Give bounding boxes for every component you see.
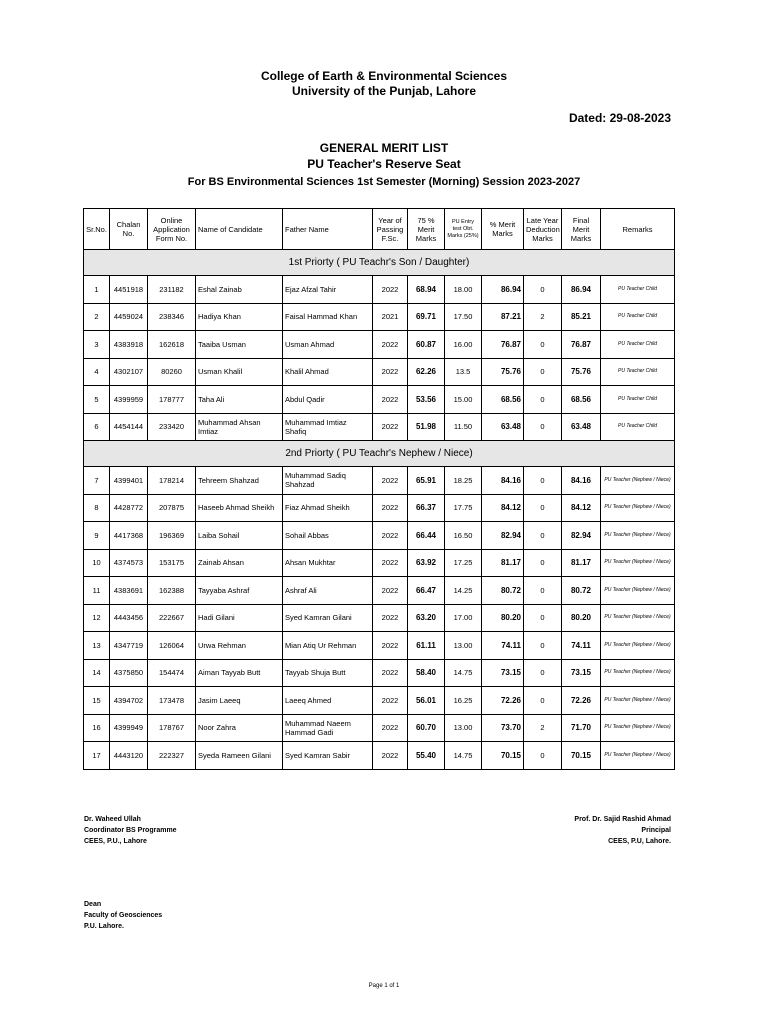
cell-sr-no: 8 — [84, 494, 110, 522]
cell-final-merit: 82.94 — [562, 522, 601, 550]
cell-merit-marks: 76.87 — [482, 331, 524, 359]
cell-sr-no: 9 — [84, 522, 110, 550]
cell-final-merit: 84.16 — [562, 467, 601, 495]
cell-sr-no: 1 — [84, 276, 110, 304]
cell-final-merit: 63.48 — [562, 413, 601, 441]
cell-father-name: Ahsan Mukhtar — [283, 549, 373, 577]
cell-merit-marks: 84.12 — [482, 494, 524, 522]
cell-sr-no: 13 — [84, 632, 110, 660]
cell-merit-marks: 87.21 — [482, 303, 524, 331]
column-header: Online Application Form No. — [148, 209, 196, 250]
cell-final-merit: 81.17 — [562, 549, 601, 577]
column-header: Final Merit Marks — [562, 209, 601, 250]
session-line: For BS Environmental Sciences 1st Semester (Morning) Session 2023-2027 — [187, 176, 581, 188]
cell-passing-year: 2022 — [373, 331, 408, 359]
cell-deduction: 0 — [524, 659, 562, 687]
coordinator-office: CEES, P.U., Lahore — [84, 838, 147, 845]
cell-passing-year: 2022 — [373, 549, 408, 577]
cell-passing-year: 2021 — [373, 303, 408, 331]
table-row — [84, 714, 675, 742]
cell-75-merit: 62.26 — [408, 358, 445, 386]
cell-chalan-no: 4443120 — [110, 742, 148, 770]
cell-chalan-no: 4394702 — [110, 687, 148, 715]
cell-passing-year: 2022 — [373, 276, 408, 304]
cell-passing-year: 2022 — [373, 742, 408, 770]
cell-passing-year: 2022 — [373, 413, 408, 441]
cell-passing-year: 2022 — [373, 467, 408, 495]
cell-chalan-no: 4347719 — [110, 632, 148, 660]
cell-chalan-no: 4399401 — [110, 467, 148, 495]
table-row — [84, 494, 675, 522]
cell-remarks: PU Teacher Child — [601, 358, 675, 386]
table-row — [84, 413, 675, 441]
cell-passing-year: 2022 — [373, 604, 408, 632]
cell-final-merit: 80.72 — [562, 577, 601, 605]
cell-candidate-name: Muhammad Ahsan Imtiaz — [196, 413, 283, 441]
cell-merit-marks: 63.48 — [482, 413, 524, 441]
cell-father-name: Faisal Hammad Khan — [283, 303, 373, 331]
section-title: 2nd Priorty ( PU Teachr's Nephew / Niece) — [84, 441, 675, 467]
cell-form-no: 196369 — [148, 522, 196, 550]
dean-signature-block — [84, 899, 162, 932]
cell-candidate-name: Taaiba Usman — [196, 331, 283, 359]
cell-sr-no: 12 — [84, 604, 110, 632]
dean-faculty: Faculty of Geosciences — [84, 912, 163, 919]
cell-sr-no: 16 — [84, 714, 110, 742]
cell-chalan-no: 4302107 — [110, 358, 148, 386]
cell-passing-year: 2022 — [373, 522, 408, 550]
cell-entry-test: 17.50 — [445, 303, 482, 331]
cell-deduction: 2 — [524, 714, 562, 742]
cell-father-name: Usman Ahmad — [283, 331, 373, 359]
cell-deduction: 0 — [524, 358, 562, 386]
cell-passing-year: 2022 — [373, 659, 408, 687]
cell-final-merit: 84.12 — [562, 494, 601, 522]
section-title: 1st Priorty ( PU Teachr's Son / Daughter) — [84, 250, 675, 276]
cell-entry-test: 15.00 — [445, 386, 482, 414]
page-number: Page 1 of 1 — [368, 983, 400, 989]
table-row — [84, 386, 675, 414]
column-header: Sr.No. — [84, 209, 110, 250]
cell-father-name: Tayyab Shuja Butt — [283, 659, 373, 687]
cell-form-no: 153175 — [148, 549, 196, 577]
cell-75-merit: 56.01 — [408, 687, 445, 715]
cell-form-no: 162388 — [148, 577, 196, 605]
cell-merit-marks: 74.11 — [482, 632, 524, 660]
cell-sr-no: 5 — [84, 386, 110, 414]
cell-father-name: Syed Kamran Sabir — [283, 742, 373, 770]
cell-father-name: Sohail Abbas — [283, 522, 373, 550]
cell-sr-no: 17 — [84, 742, 110, 770]
cell-father-name: Mian Atiq Ur Rehman — [283, 632, 373, 660]
cell-passing-year: 2022 — [373, 714, 408, 742]
cell-candidate-name: Taha Ali — [196, 386, 283, 414]
cell-form-no: 154474 — [148, 659, 196, 687]
cell-merit-marks: 70.15 — [482, 742, 524, 770]
cell-chalan-no: 4428772 — [110, 494, 148, 522]
cell-father-name: Fiaz Ahmad Sheikh — [283, 494, 373, 522]
cell-75-merit: 60.70 — [408, 714, 445, 742]
cell-deduction: 0 — [524, 276, 562, 304]
cell-entry-test: 11.50 — [445, 413, 482, 441]
column-header: Father Name — [283, 209, 373, 250]
table-row — [84, 687, 675, 715]
cell-remarks: PU Teacher (Nephew / Niece) — [601, 577, 675, 605]
cell-merit-marks: 80.20 — [482, 604, 524, 632]
dean-office: P.U. Lahore. — [84, 923, 124, 930]
cell-sr-no: 15 — [84, 687, 110, 715]
coordinator-name: Dr. Waheed Ullah — [84, 816, 141, 823]
cell-father-name: Ejaz Afzal Tahir — [283, 276, 373, 304]
cell-75-merit: 66.47 — [408, 577, 445, 605]
cell-remarks: PU Teacher Child — [601, 413, 675, 441]
cell-75-merit: 66.44 — [408, 522, 445, 550]
cell-merit-marks: 72.26 — [482, 687, 524, 715]
table-row — [84, 577, 675, 605]
cell-form-no: 222667 — [148, 604, 196, 632]
principal-signature-block — [574, 814, 671, 847]
cell-entry-test: 17.00 — [445, 604, 482, 632]
cell-deduction: 0 — [524, 604, 562, 632]
column-header: PU Entry test Obt. Marks (25%) — [445, 209, 482, 250]
cell-chalan-no: 4454144 — [110, 413, 148, 441]
table-row — [84, 331, 675, 359]
cell-candidate-name: Tehreem Shahzad — [196, 467, 283, 495]
table-row — [84, 742, 675, 770]
cell-merit-marks: 68.56 — [482, 386, 524, 414]
cell-deduction: 0 — [524, 632, 562, 660]
cell-sr-no: 2 — [84, 303, 110, 331]
cell-sr-no: 4 — [84, 358, 110, 386]
principal-name: Prof. Dr. Sajid Rashid Ahmad — [574, 816, 671, 823]
column-header: % Merit Marks — [482, 209, 524, 250]
cell-candidate-name: Eshal Zainab — [196, 276, 283, 304]
cell-sr-no: 10 — [84, 549, 110, 577]
cell-form-no: 231182 — [148, 276, 196, 304]
cell-deduction: 0 — [524, 522, 562, 550]
cell-candidate-name: Tayyaba Ashraf — [196, 577, 283, 605]
cell-remarks: PU Teacher (Nephew / Niece) — [601, 659, 675, 687]
cell-remarks: PU Teacher Child — [601, 331, 675, 359]
cell-passing-year: 2022 — [373, 358, 408, 386]
cell-entry-test: 16.25 — [445, 687, 482, 715]
cell-deduction: 2 — [524, 303, 562, 331]
cell-form-no: 207875 — [148, 494, 196, 522]
cell-remarks: PU Teacher (Nephew / Niece) — [601, 549, 675, 577]
cell-form-no: 178214 — [148, 467, 196, 495]
cell-form-no: 178767 — [148, 714, 196, 742]
cell-passing-year: 2022 — [373, 577, 408, 605]
cell-candidate-name: Noor Zahra — [196, 714, 283, 742]
cell-sr-no: 14 — [84, 659, 110, 687]
coordinator-signature-block — [84, 814, 177, 847]
dean-title: Dean — [84, 901, 102, 908]
cell-final-merit: 72.26 — [562, 687, 601, 715]
cell-father-name: Muhammad Imtiaz Shafiq — [283, 413, 373, 441]
cell-father-name: Khalil Ahmad — [283, 358, 373, 386]
cell-remarks: PU Teacher (Nephew / Niece) — [601, 687, 675, 715]
cell-form-no: 238346 — [148, 303, 196, 331]
principal-office: CEES, P.U, Lahore. — [608, 838, 671, 845]
cell-merit-marks: 73.15 — [482, 659, 524, 687]
column-header: Late Year Deduction Marks — [524, 209, 562, 250]
cell-75-merit: 63.92 — [408, 549, 445, 577]
cell-75-merit: 66.37 — [408, 494, 445, 522]
section-header-row — [84, 441, 675, 467]
cell-candidate-name: Urwa Rehman — [196, 632, 283, 660]
cell-merit-marks: 86.94 — [482, 276, 524, 304]
cell-75-merit: 51.98 — [408, 413, 445, 441]
cell-merit-marks: 81.17 — [482, 549, 524, 577]
cell-candidate-name: Haseeb Ahmad Sheikh — [196, 494, 283, 522]
cell-deduction: 0 — [524, 467, 562, 495]
cell-candidate-name: Jasim Laeeq — [196, 687, 283, 715]
cell-sr-no: 7 — [84, 467, 110, 495]
cell-entry-test: 16.00 — [445, 331, 482, 359]
cell-remarks: PU Teacher (Nephew / Niece) — [601, 742, 675, 770]
cell-sr-no: 6 — [84, 413, 110, 441]
column-header: Remarks — [601, 209, 675, 250]
table-body — [84, 250, 675, 770]
cell-final-merit: 74.11 — [562, 632, 601, 660]
merit-table — [83, 208, 675, 770]
cell-final-merit: 86.94 — [562, 276, 601, 304]
cell-candidate-name: Aiman Tayyab Butt — [196, 659, 283, 687]
coordinator-title: Coordinator BS Programme — [84, 827, 177, 834]
cell-passing-year: 2022 — [373, 386, 408, 414]
cell-merit-marks: 73.70 — [482, 714, 524, 742]
cell-entry-test: 13.00 — [445, 632, 482, 660]
cell-form-no: 80260 — [148, 358, 196, 386]
cell-merit-marks: 75.76 — [482, 358, 524, 386]
cell-deduction: 0 — [524, 386, 562, 414]
table-row — [84, 467, 675, 495]
cell-form-no: 173478 — [148, 687, 196, 715]
cell-form-no: 222327 — [148, 742, 196, 770]
cell-entry-test: 14.75 — [445, 659, 482, 687]
cell-chalan-no: 4375850 — [110, 659, 148, 687]
cell-final-merit: 80.20 — [562, 604, 601, 632]
cell-final-merit: 68.56 — [562, 386, 601, 414]
cell-75-merit: 65.91 — [408, 467, 445, 495]
cell-entry-test: 14.25 — [445, 577, 482, 605]
table-row — [84, 303, 675, 331]
table-row — [84, 604, 675, 632]
cell-merit-marks: 82.94 — [482, 522, 524, 550]
cell-entry-test: 17.25 — [445, 549, 482, 577]
cell-75-merit: 55.40 — [408, 742, 445, 770]
cell-candidate-name: Syeda Rameen Gilani — [196, 742, 283, 770]
cell-remarks: PU Teacher (Nephew / Niece) — [601, 467, 675, 495]
cell-father-name: Abdul Qadir — [283, 386, 373, 414]
table-header-row — [84, 209, 675, 250]
cell-final-merit: 73.15 — [562, 659, 601, 687]
date-label: Dated: 29-08-2023 — [568, 111, 671, 125]
cell-deduction: 0 — [524, 742, 562, 770]
cell-candidate-name: Hadiya Khan — [196, 303, 283, 331]
cell-deduction: 0 — [524, 549, 562, 577]
cell-chalan-no: 4443456 — [110, 604, 148, 632]
cell-entry-test: 18.00 — [445, 276, 482, 304]
cell-candidate-name: Hadi Gilani — [196, 604, 283, 632]
cell-chalan-no: 4399959 — [110, 386, 148, 414]
column-header: 75 % Merit Marks — [408, 209, 445, 250]
cell-form-no: 233420 — [148, 413, 196, 441]
column-header: Chalan No. — [110, 209, 148, 250]
cell-entry-test: 17.75 — [445, 494, 482, 522]
cell-deduction: 0 — [524, 413, 562, 441]
cell-merit-marks: 84.16 — [482, 467, 524, 495]
cell-form-no: 126064 — [148, 632, 196, 660]
cell-remarks: PU Teacher (Nephew / Niece) — [601, 494, 675, 522]
cell-passing-year: 2022 — [373, 632, 408, 660]
cell-father-name: Laeeq Ahmed — [283, 687, 373, 715]
cell-75-merit: 58.40 — [408, 659, 445, 687]
cell-chalan-no: 4451918 — [110, 276, 148, 304]
cell-sr-no: 3 — [84, 331, 110, 359]
cell-merit-marks: 80.72 — [482, 577, 524, 605]
cell-75-merit: 63.20 — [408, 604, 445, 632]
column-header: Name of Candidate — [196, 209, 283, 250]
cell-final-merit: 70.15 — [562, 742, 601, 770]
cell-entry-test: 18.25 — [445, 467, 482, 495]
cell-chalan-no: 4459024 — [110, 303, 148, 331]
cell-remarks: PU Teacher Child — [601, 303, 675, 331]
cell-final-merit: 85.21 — [562, 303, 601, 331]
table-row — [84, 276, 675, 304]
cell-deduction: 0 — [524, 331, 562, 359]
cell-75-merit: 61.11 — [408, 632, 445, 660]
table-row — [84, 549, 675, 577]
institute-name: College of Earth & Environmental Sciences — [260, 69, 508, 83]
cell-entry-test: 13.5 — [445, 358, 482, 386]
cell-75-merit: 69.71 — [408, 303, 445, 331]
cell-deduction: 0 — [524, 577, 562, 605]
cell-candidate-name: Usman Khalil — [196, 358, 283, 386]
cell-passing-year: 2022 — [373, 687, 408, 715]
document-subtitle: PU Teacher's Reserve Seat — [307, 157, 461, 171]
cell-father-name: Muhammad Sadiq Shahzad — [283, 467, 373, 495]
cell-75-merit: 68.94 — [408, 276, 445, 304]
cell-chalan-no: 4417368 — [110, 522, 148, 550]
cell-form-no: 178777 — [148, 386, 196, 414]
cell-entry-test: 13.00 — [445, 714, 482, 742]
cell-father-name: Syed Kamran Gilani — [283, 604, 373, 632]
cell-final-merit: 75.76 — [562, 358, 601, 386]
cell-father-name: Ashraf Ali — [283, 577, 373, 605]
cell-chalan-no: 4383691 — [110, 577, 148, 605]
column-header: Year of Passing F.Sc. — [373, 209, 408, 250]
cell-passing-year: 2022 — [373, 494, 408, 522]
cell-chalan-no: 4374573 — [110, 549, 148, 577]
cell-remarks: PU Teacher Child — [601, 386, 675, 414]
cell-chalan-no: 4383918 — [110, 331, 148, 359]
cell-75-merit: 53.56 — [408, 386, 445, 414]
cell-chalan-no: 4399949 — [110, 714, 148, 742]
cell-final-merit: 71.70 — [562, 714, 601, 742]
cell-final-merit: 76.87 — [562, 331, 601, 359]
table-row — [84, 522, 675, 550]
cell-75-merit: 60.87 — [408, 331, 445, 359]
table-row — [84, 632, 675, 660]
section-header-row — [84, 250, 675, 276]
cell-remarks: PU Teacher (Nephew / Niece) — [601, 522, 675, 550]
cell-entry-test: 14.75 — [445, 742, 482, 770]
table-row — [84, 358, 675, 386]
cell-entry-test: 16.50 — [445, 522, 482, 550]
cell-sr-no: 11 — [84, 577, 110, 605]
cell-remarks: PU Teacher Child — [601, 276, 675, 304]
principal-title: Principal — [641, 827, 671, 834]
table-row — [84, 659, 675, 687]
cell-deduction: 0 — [524, 494, 562, 522]
cell-candidate-name: Zainab Ahsan — [196, 549, 283, 577]
cell-candidate-name: Laiba Sohail — [196, 522, 283, 550]
cell-remarks: PU Teacher (Nephew / Niece) — [601, 632, 675, 660]
document-title: GENERAL MERIT LIST — [319, 141, 449, 155]
cell-remarks: PU Teacher (Nephew / Niece) — [601, 714, 675, 742]
cell-form-no: 162618 — [148, 331, 196, 359]
university-name: University of the Punjab, Lahore — [291, 84, 477, 98]
cell-remarks: PU Teacher (Nephew / Niece) — [601, 604, 675, 632]
cell-deduction: 0 — [524, 687, 562, 715]
cell-father-name: Muhammad Naeem Hammad Gadi — [283, 714, 373, 742]
